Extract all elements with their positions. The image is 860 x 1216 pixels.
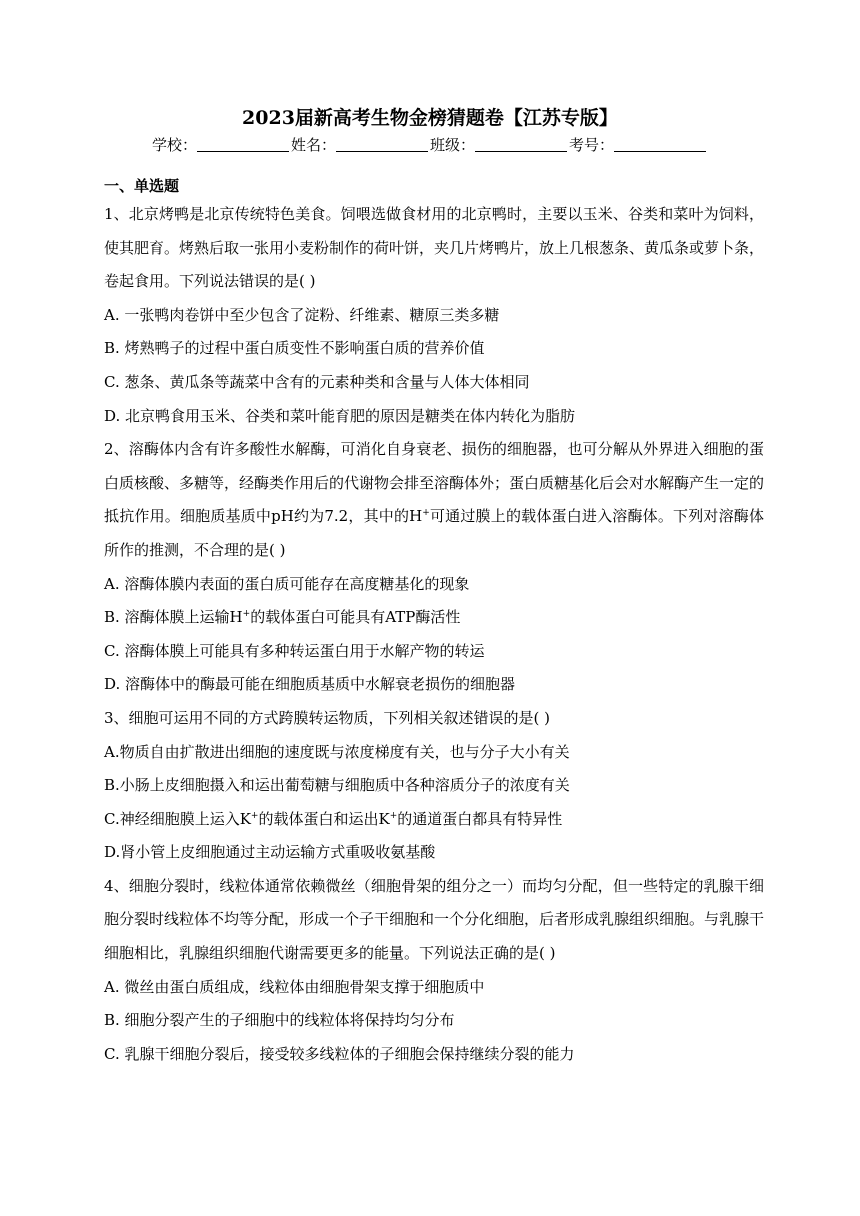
class-blank[interactable] [475, 136, 567, 152]
question-1-stem: 1、北京烤鸭是北京传统特色美食。饲喂选做食材用的北京鸭时，主要以玉米、谷类和菜叶为饲料，使其肥育。烤熟后取一张用小麦粉制作的荷叶饼，夹几片烤鸭片，放上几根葱条、黄瓜条或萝卜条，卷起食用。下列说法错误的是( ) [104, 205, 765, 291]
question-1-option-d: D. 北京鸭食用玉米、谷类和菜叶能育肥的原因是糖类在体内转化为脂肪 [104, 406, 576, 425]
school-label: 学校： [151, 136, 197, 154]
question-2-stem [104, 433, 764, 567]
question-2-option-b-superscript: + [242, 609, 251, 620]
question-3-option-b: B.小肠上皮细胞摄入和运出葡萄糖与细胞质中各种溶质分子的浓度有关 [104, 776, 570, 795]
question-4-stem: 4、细胞分裂时，线粒体通常依赖微丝（细胞骨架的组分之一）而均匀分配，但一些特定的乳腺干细胞分裂时线粒体不均等分配，形成一个子干细胞和一个分化细胞，后者形成乳腺组织细胞。与乳腺干细胞相比，乳腺组织细胞代谢需要更多的能量。下列说法正确的是( ) [104, 876, 765, 963]
question-4-option-c: C. 乳腺干细胞分裂后，接受较多线粒体的子细胞会保持继续分裂的能力 [104, 1044, 575, 1063]
section-title: 一、单选题 [104, 177, 180, 195]
question-3-option-c [104, 803, 764, 837]
question-2-option-b-part-2: 的载体蛋白可能具有ATP酶活性 [250, 608, 461, 627]
name-blank[interactable] [336, 136, 428, 152]
question-2-option-b [104, 601, 764, 635]
question-3-option-c-part-2: 的载体蛋白和运出K [258, 809, 390, 828]
question-3-option-c-superscript-1: + [250, 810, 259, 821]
question-1-option-a: A. 一张鸭肉卷饼中至少包含了淀粉、纤维素、糖原三类多糖 [104, 305, 500, 324]
question-4-option-a: A. 微丝由蛋白质组成，线粒体由细胞骨架支撑于细胞质中 [104, 977, 485, 996]
question-2-stem-part-1: 2、溶酶体内含有许多酸性水解酶，可消化自身衰老、损伤的细胞器，也可分解从外界进入细胞的蛋白质核酸、多糖等，经酶类作用后的代谢物会排至溶酶体外；蛋白质糖基化后会对水解酶产生一定的抵抗作用。细胞质基质中pH约为7.2，其中的H [104, 440, 765, 526]
question-list [104, 198, 764, 1071]
class-label: 班级： [430, 136, 476, 154]
question-3-option-a: A.物质自由扩散进出细胞的速度既与浓度梯度有关，也与分子大小有关 [104, 742, 570, 761]
question-4-option-b: B. 细胞分裂产生的子细胞中的线粒体将保持均匀分布 [104, 1011, 455, 1030]
question-2-option-b-part-1: B. 溶酶体膜上运输H [104, 608, 243, 627]
student-info-line [0, 134, 860, 156]
question-3-option-c-part-3: 的通道蛋白都具有特异性 [397, 809, 563, 828]
exam-no-blank[interactable] [614, 136, 706, 152]
school-blank[interactable] [197, 136, 289, 152]
question-2-option-a: A. 溶酶体膜内表面的蛋白质可能存在高度糖基化的现象 [104, 574, 470, 593]
question-2-stem-part-2: 可通过膜上的载体蛋白进入溶酶体。下列对溶酶体所作的推测，不合理的是( ) [104, 507, 764, 559]
question-1-option-b: B. 烤熟鸭子的过程中蛋白质变性不影响蛋白质的营养价值 [104, 339, 485, 358]
exam-title: 2023届新高考生物金榜猜题卷【江苏专版】 [242, 107, 618, 129]
question-2-option-c: C. 溶酶体膜上可能具有多种转运蛋白用于水解产物的转运 [104, 641, 485, 660]
question-3-option-c-part-1: C.神经细胞膜上运入K [104, 809, 251, 828]
question-3-stem: 3、细胞可运用不同的方式跨膜转运物质，下列相关叙述错误的是( ) [104, 708, 551, 727]
question-2-option-d: D. 溶酶体中的酶最可能在细胞质基质中水解衰老损伤的细胞器 [104, 675, 516, 694]
name-label: 姓名： [290, 136, 336, 154]
question-3-option-c-superscript-2: + [389, 810, 398, 821]
exam-no-label: 考号： [569, 136, 615, 154]
question-2-stem-superscript: + [422, 508, 430, 519]
question-1-option-c: C. 葱条、黄瓜条等蔬菜中含有的元素种类和含量与人体大体相同 [104, 372, 530, 391]
question-3-option-d: D.肾小管上皮细胞通过主动运输方式重吸收氨基酸 [104, 843, 436, 862]
